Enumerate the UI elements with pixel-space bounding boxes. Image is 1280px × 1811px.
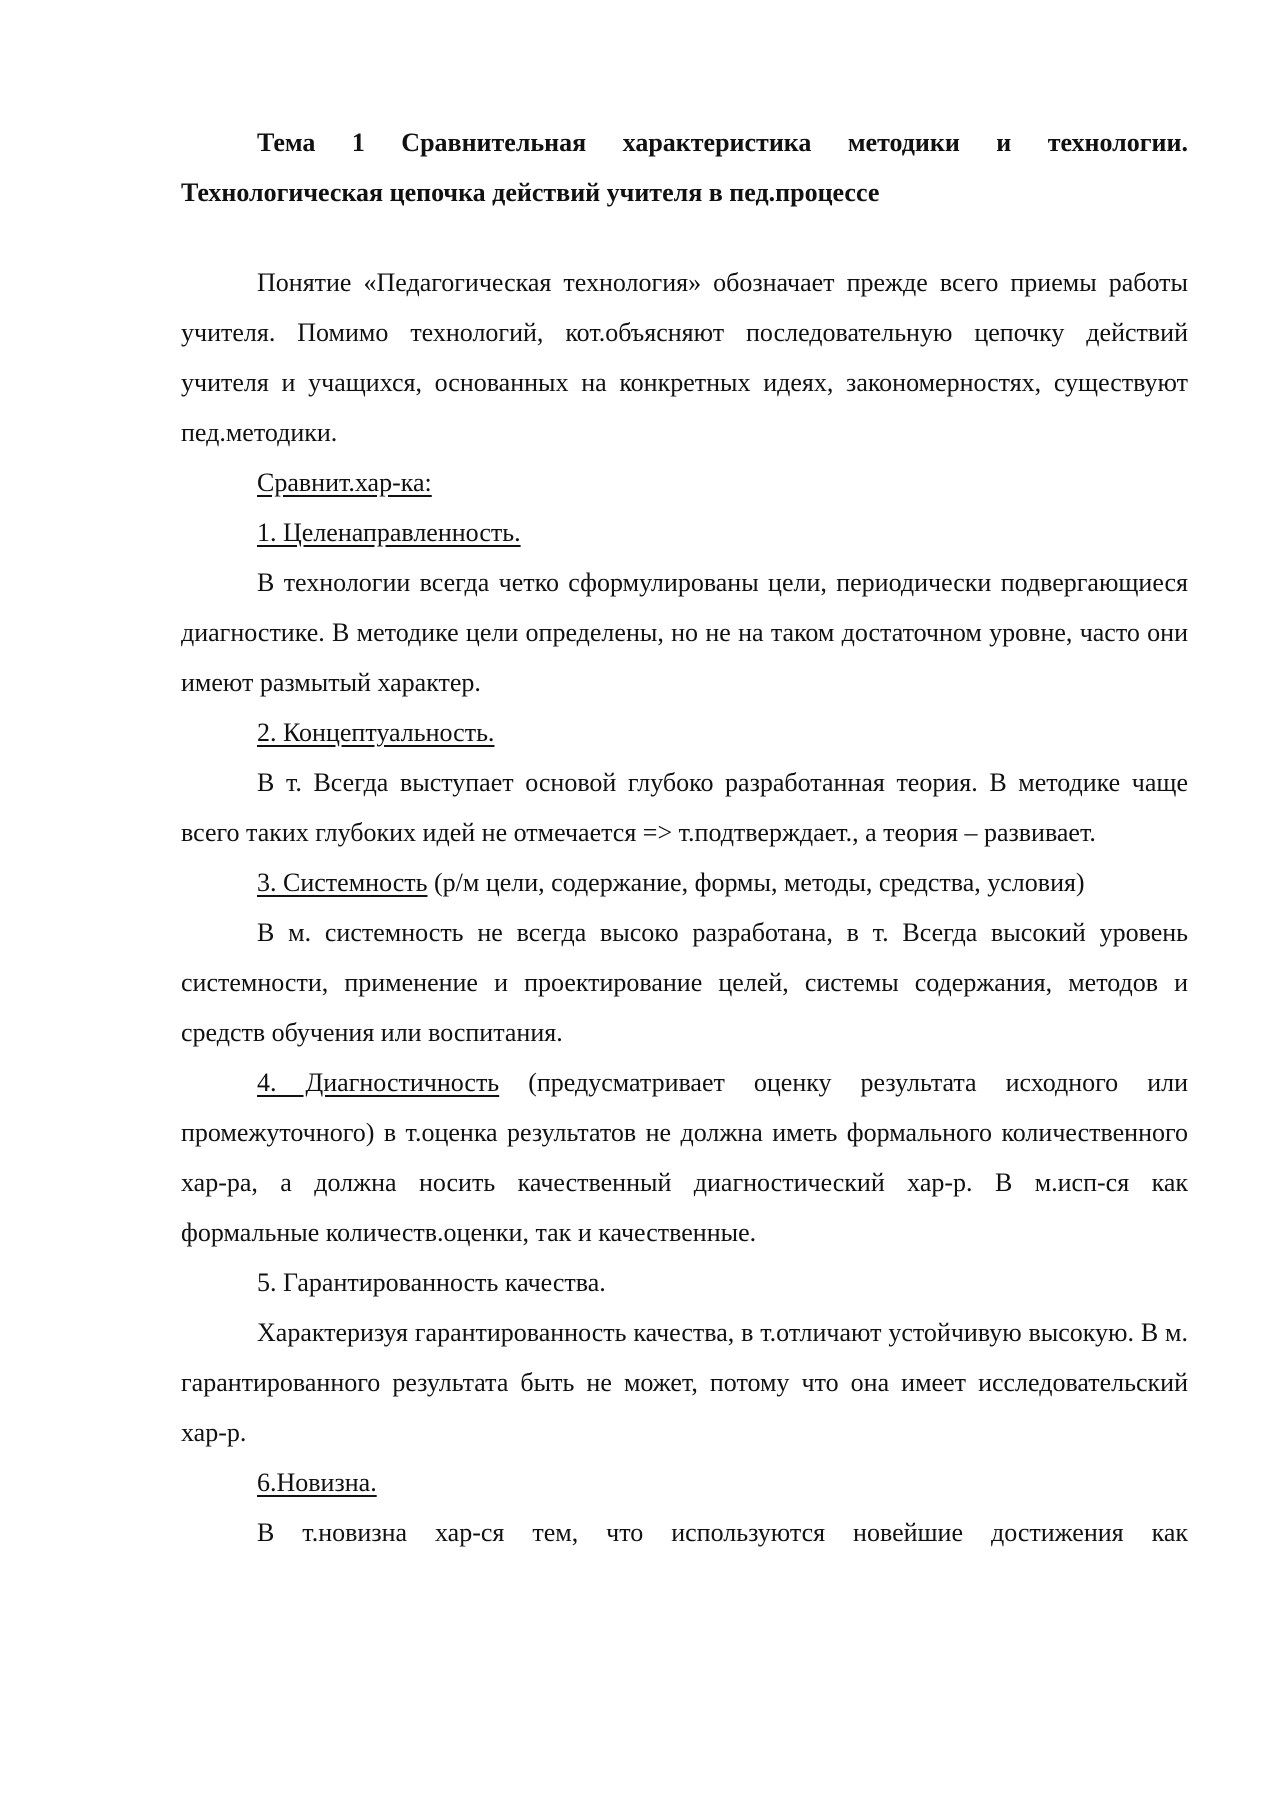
section-heading-text-4: 4. Диагностичность <box>257 1068 500 1097</box>
section-text-6: В т.новизна хар-ся тем, что используются новейшие достижения как <box>257 1518 1188 1547</box>
page-title: Тема 1 Сравнительная характеристика методики и технологии. Технологическая цепочка действий учителя в пед.процессе <box>181 128 1188 207</box>
section-heading-text-5: 5. Гарантированность качества. <box>257 1268 606 1297</box>
section-heading-3 <box>181 858 1188 908</box>
section-heading-text-6: 6.Новизна. <box>257 1468 377 1497</box>
section-text-2: В т. Всегда выступает основой глубоко разработанная теория. В методике чаще всего таких глубоких идей не отмечается => т.подтверждает., а теория – развивает. <box>181 768 1188 847</box>
section-heading-suffix-4: (предусматривает оценку результата исходного или промежуточного) в т.оценка результатов не должна иметь формального количественного хар-ра, а должна носить качественный диагностический хар-р. В м.исп-ся как формальные количеств.оценки, так и качественные. <box>181 1068 1188 1247</box>
section-heading-2 <box>181 708 1188 758</box>
section-text-1: В технологии всегда четко сформулированы цели, периодически подвергающиеся диагностике. В методике цели определены, но не на таком достаточном уровне, часто они имеют размытый характер. <box>181 568 1188 697</box>
section-heading-suffix-3: (р/м цели, содержание, формы, методы, средства, условия) <box>427 868 1085 897</box>
intro-paragraph: Понятие «Педагогическая технология» обозначает прежде всего приемы работы учителя. Помимо технологий, кот.объясняют последовательную цепочку действий учителя и учащихся, основанных на конкретных идеях, закономерностях, существуют пед.методики. <box>181 268 1188 447</box>
section-text-5: Характеризуя гарантированность качества, в т.отличают устойчивую высокую. В м. гарантированного результата быть не может, потому что она имеет исследовательский хар-р. <box>181 1318 1188 1447</box>
document-body <box>181 118 1188 1558</box>
comparison-heading <box>181 458 1188 508</box>
section-heading-5 <box>181 1258 1188 1308</box>
section-text-3: В м. системность не всегда высоко разработана, в т. Всегда высокий уровень системности, применение и проектирование целей, системы содержания, методов и средств обучения или воспитания. <box>181 918 1188 1047</box>
section-heading-text-1: 1. Целенаправленность. <box>257 518 521 547</box>
comparison-heading-text: Сравнит.хар-ка: <box>257 468 432 497</box>
section-heading-6 <box>181 1458 1188 1508</box>
section-heading-1 <box>181 508 1188 558</box>
section-heading-text-3: 3. Системность <box>257 868 428 897</box>
section-heading-text-2: 2. Концептуальность. <box>257 718 495 747</box>
section-heading-4 <box>181 1058 1188 1258</box>
